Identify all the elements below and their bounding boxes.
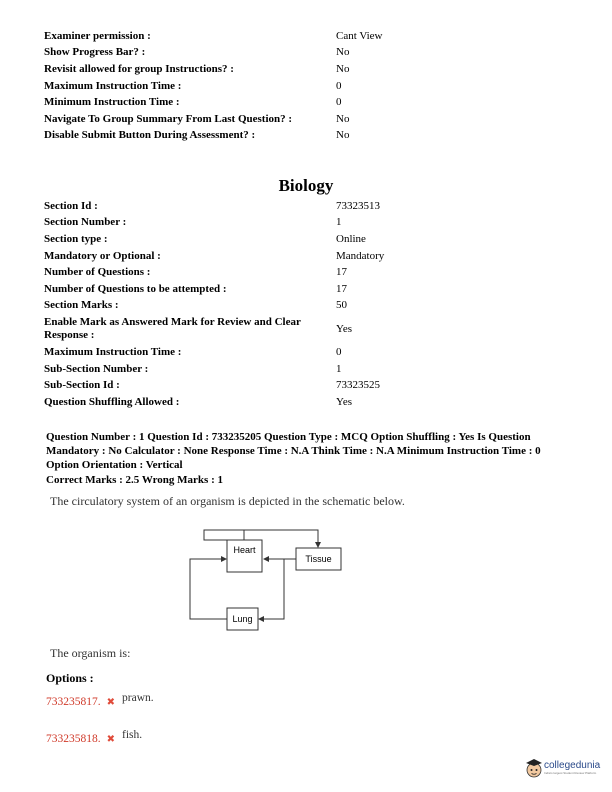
exam-settings-list	[44, 28, 584, 144]
logo-text: collegedunia	[544, 760, 601, 771]
question-meta-text: Question Number : 1 Question Id : 733235205 Question Type : MCQ Option Shuffling : Yes Is Question Mandatory : No Calculator : None Response Time : N.A Think Time : N.A Minimum Instruction Time : 0 Option Orientation : Vertical	[46, 431, 541, 471]
section-row: Section type : Online	[44, 232, 366, 245]
tissue-label: Tissue	[305, 554, 332, 564]
section-row: Sub-Section Number : 1	[44, 362, 342, 375]
option-item[interactable]	[46, 729, 143, 745]
question-meta	[46, 431, 546, 488]
section-row: Question Shuffling Allowed : Yes	[44, 395, 353, 408]
heart-outflow-line	[204, 530, 244, 540]
section-row: Mandatory or Optional : Mandatory	[44, 249, 385, 262]
circulatory-diagram	[180, 522, 360, 632]
section-row: Section Id : 73323513	[44, 199, 380, 212]
section-row: Number of Questions to be attempted : 17	[44, 282, 347, 295]
option-item[interactable]	[46, 692, 154, 708]
option-text: fish.	[122, 729, 143, 741]
section-row: Section Number : 1	[44, 216, 342, 229]
heart-to-lung-arrow	[259, 559, 284, 619]
question-prompt: The organism is:	[50, 646, 131, 660]
collegedunia-logo	[524, 757, 600, 779]
settings-row: Show Progress Bar? : No	[44, 46, 350, 59]
lung-to-heart-arrow	[190, 559, 227, 619]
question-marks: Correct Marks : 2.5 Wrong Marks : 1	[46, 474, 223, 487]
lung-label: Lung	[232, 614, 253, 624]
cross-icon: ✖	[106, 733, 116, 745]
option-id: 733235818.	[46, 733, 101, 745]
logo-tagline: India's largest Student Review Platform	[544, 771, 597, 775]
options-label: Options :	[46, 671, 94, 685]
section-row: Number of Questions : 17	[44, 266, 347, 279]
section-row: Section Marks : 50	[44, 299, 347, 312]
settings-row: Maximum Instruction Time : 0	[44, 79, 342, 92]
section-details-list	[44, 198, 584, 411]
graduate-mascot-icon	[524, 757, 544, 779]
section-row: Enable Mark as Answered Mark for Review and Clear Response : Yes	[44, 316, 353, 342]
section-title: Biology	[278, 176, 334, 195]
heart-label: Heart	[233, 545, 256, 555]
settings-row: Navigate To Group Summary From Last Question? : No	[44, 112, 350, 125]
settings-row: Examiner permission : Cant View	[44, 29, 383, 42]
option-text: prawn.	[122, 692, 154, 704]
logo-text-block	[544, 761, 600, 775]
cross-icon: ✖	[106, 696, 116, 708]
section-row: Sub-Section Id : 73323525	[44, 379, 380, 392]
settings-row: Minimum Instruction Time : 0	[44, 96, 342, 109]
section-row: Maximum Instruction Time : 0	[44, 345, 342, 358]
option-id: 733235817.	[46, 696, 101, 708]
settings-row: Disable Submit Button During Assessment? : No	[44, 129, 350, 142]
settings-row: Revisit allowed for group Instructions? : No	[44, 62, 350, 75]
question-text: The circulatory system of an organism is depicted in the schematic below.	[50, 494, 405, 508]
